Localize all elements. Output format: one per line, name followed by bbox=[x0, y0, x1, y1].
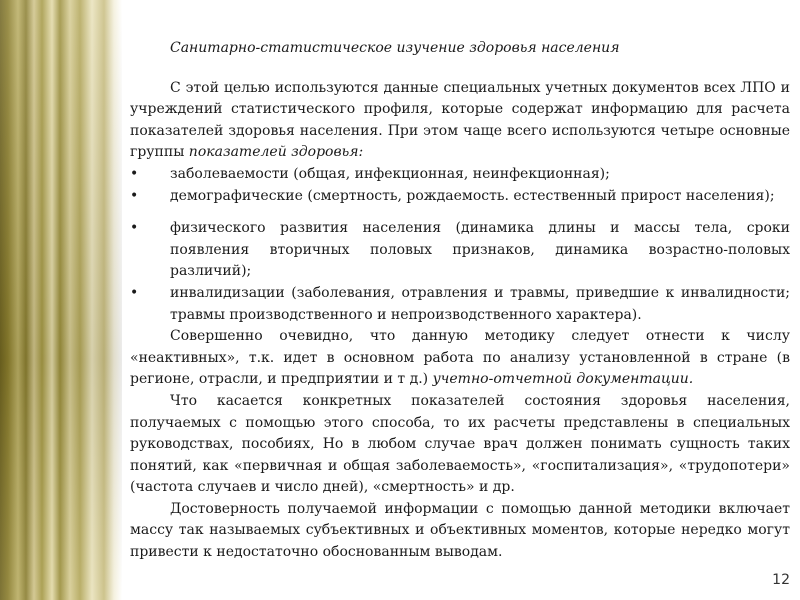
reliability-paragraph: Достоверность получаемой информации с помощью данной методики включает массу так называемых субъективных и объективных моментов, которые нередко могут привести к недостаточно обоснованным выводам. bbox=[130, 500, 790, 561]
list-item-text: физического развития населения (динамика длины и массы тела, сроки появления вторичных половых признаков, динамика возрастно-половых различий); bbox=[170, 220, 790, 280]
list-item bbox=[130, 164, 790, 186]
method-emphasis: учетно-отчетной документации. bbox=[432, 371, 694, 388]
list-item-text: заболеваемости (общая, инфекционная, неинфекционная); bbox=[170, 165, 610, 182]
bullet-icon: • bbox=[130, 284, 139, 301]
indicator-list bbox=[130, 164, 790, 326]
list-item bbox=[130, 186, 790, 208]
slide-title: Санитарно-статистическое изучение здоровья населения bbox=[170, 40, 620, 56]
indicators-paragraph: Что касается конкретных показателей состояния здоровья населения, получаемых с помощью этого способа, то их расчеты представлены в специальных руководствах, пособиях, Но в любом случае врач должен понимать сущность таких понятий, как «первичная и общая заболеваемость», «госпитализация», «трудопотери» (частота случаев и число дней), «смертность» и др. bbox=[130, 392, 790, 496]
method-text: Совершенно очевидно, что данную методику следует отнести к числу «неактивных», т.к. идет в основном работа по анализу установленной в стране (в регионе, отрасли, и предприятии и т д.) bbox=[130, 328, 790, 388]
list-item bbox=[130, 283, 790, 326]
bullet-icon: • bbox=[130, 220, 139, 237]
list-item-text: демографические (смертность, рождаемость. естественный прирост населения); bbox=[170, 187, 775, 204]
intro-paragraph bbox=[130, 78, 790, 164]
intro-emphasis: показателей здоровья: bbox=[188, 144, 364, 161]
page-number: 12 bbox=[772, 572, 790, 588]
bullet-icon: • bbox=[130, 165, 139, 182]
slide-content bbox=[130, 38, 790, 564]
list-item bbox=[130, 218, 790, 283]
method-paragraph bbox=[130, 326, 790, 391]
intro-text: С этой целью используются данные специальных учетных документов всех ЛПО и учреждений статистического профиля, которые содержат информацию для расчета показателей здоровья населения. При этом чаще всего используются четыре основные группы bbox=[130, 79, 790, 161]
list-spacer bbox=[130, 207, 790, 218]
bullet-icon: • bbox=[130, 187, 139, 204]
curtain-decoration bbox=[0, 0, 122, 600]
list-item-text: инвалидизации (заболевания, отравления и травмы, приведшие к инвалидности; травмы производственного и непроизводственного характера). bbox=[170, 284, 790, 323]
